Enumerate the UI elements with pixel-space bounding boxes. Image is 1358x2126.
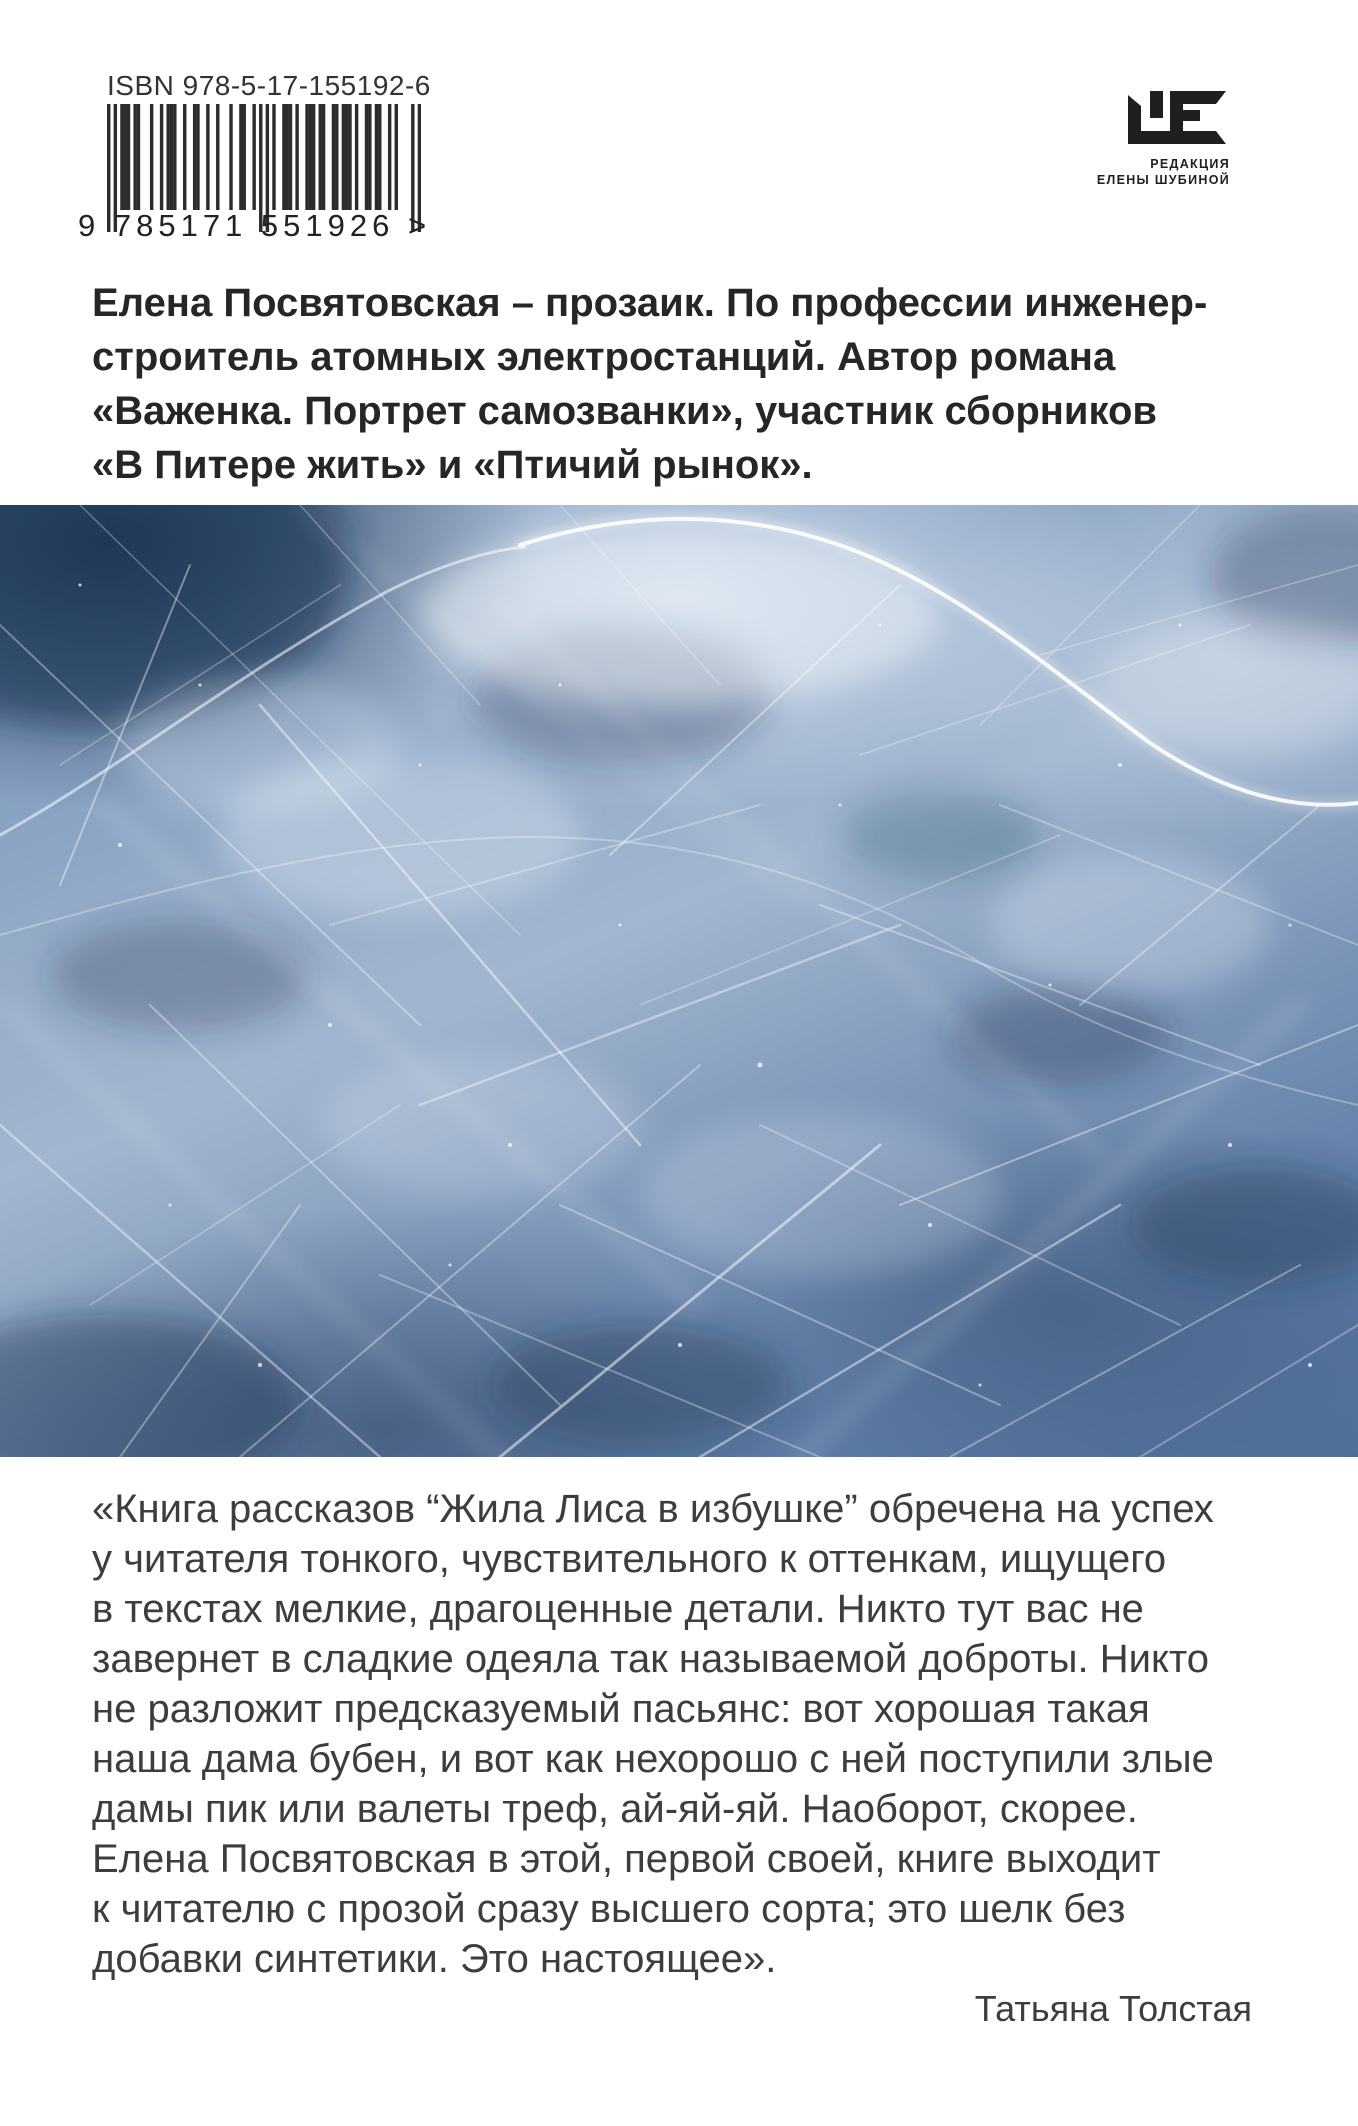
quote-line: к читателю с прозой сразу высшего сорта; это шелк без [92, 1887, 1126, 1931]
author-bio [92, 276, 1207, 492]
quote-line: «Книга рассказов “Жила Лиса в избушке” обречена на успех [92, 1487, 1214, 1531]
bio-line: Елена Посвятовская – прозаик. По профессии инженер- [92, 281, 1208, 325]
publisher-monogram-icon [1126, 87, 1230, 144]
ice-photo [0, 505, 1358, 1457]
publisher-logo-line2: ЕЛЕНЫ ШУБИНОЙ [1096, 173, 1230, 187]
quote-attribution: Татьяна Толстая [974, 1988, 1252, 2029]
isbn-label: ISBN 978-5-17-155192-6 [107, 70, 431, 101]
quote-line: у читателя тонкого, чувствительного к оттенкам, ищущего [92, 1537, 1167, 1581]
bio-line: «Важенка. Портрет самозванки», участник сборников [92, 389, 1158, 433]
ice-crack-lines [0, 505, 1358, 1457]
publisher-logo [1090, 87, 1230, 188]
quote-line: Елена Посвятовская в этой, первой своей, книге выходит [92, 1837, 1161, 1881]
bio-line: «В Питере жить» и «Птичий рынок». [92, 443, 813, 487]
quote-line: в текстах мелкие, драгоценные детали. Никто тут вас не [92, 1587, 1144, 1631]
quote-line: дамы пик или валеты треф, ай-яй-яй. Наоборот, скорее. [92, 1787, 1138, 1831]
publisher-logo-line1: РЕДАКЦИЯ [1150, 157, 1230, 171]
quote-line: добавки синтетики. Это настоящее». [92, 1937, 777, 1981]
review-quote [92, 1484, 1252, 2034]
bio-line: строитель атомных электростанций. Автор романа [92, 335, 1116, 379]
quote-line: не разложит предсказуемый пасьянс: вот хорошая такая [92, 1687, 1150, 1731]
barcode-digits: 9 785171 551926 > [78, 208, 432, 243]
quote-line: завернет в сладкие одеяла так называемой доброты. Никто [92, 1637, 1210, 1681]
quote-line: наша дама бубен, и вот как нехорошо с ней поступили злые [92, 1737, 1214, 1781]
